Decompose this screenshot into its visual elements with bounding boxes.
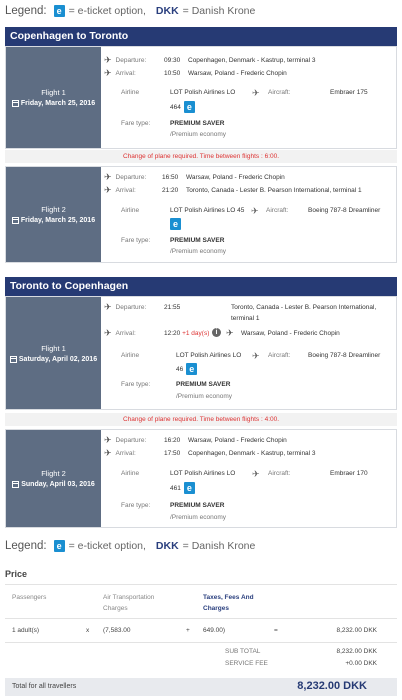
aircraft-label: Aircraft: bbox=[266, 207, 289, 214]
connection-plane-icon: ✈ bbox=[226, 328, 234, 338]
eticket-icon: e bbox=[54, 5, 65, 17]
departure-plane-icon: ✈ bbox=[104, 172, 112, 182]
eticket-icon: e bbox=[54, 540, 65, 552]
total-bar bbox=[5, 678, 397, 696]
aircraft-plane-icon: ✈ bbox=[252, 88, 260, 98]
legend-top bbox=[5, 5, 255, 17]
flight-label: Flight 1 bbox=[41, 88, 66, 97]
aircraft-plane-icon: ✈ bbox=[251, 206, 259, 216]
flight-summary-panel bbox=[6, 47, 101, 148]
service-fee-value: +0.00 DKK bbox=[345, 660, 377, 667]
calendar-icon bbox=[12, 481, 19, 488]
departure-terminal: terminal 1 bbox=[231, 315, 260, 322]
times-sign: x bbox=[86, 627, 90, 634]
col-air-2: Charges bbox=[103, 605, 128, 612]
arrival-plane-icon: ✈ bbox=[104, 328, 112, 338]
fare-type: PREMIUM SAVER bbox=[170, 502, 225, 509]
airline-name: LOT Polish Airlines LO bbox=[170, 89, 236, 96]
legend-title: Legend: bbox=[5, 540, 47, 552]
eticket-icon: e bbox=[184, 101, 195, 113]
fare-type: PREMIUM SAVER bbox=[176, 381, 231, 388]
taxes-value: 649.00) bbox=[203, 627, 226, 634]
subtotal-value: 8,232.00 DKK bbox=[336, 648, 377, 655]
flight-number: 461 bbox=[170, 484, 181, 492]
flight-label: Flight 2 bbox=[41, 469, 66, 478]
aircraft-label: Aircraft: bbox=[268, 470, 291, 477]
return-header: Toronto to Copenhagen bbox=[5, 277, 397, 296]
fare-label: Fare type: bbox=[121, 381, 151, 388]
aircraft-label: Aircraft: bbox=[268, 352, 291, 359]
aircraft-label: Aircraft: bbox=[268, 89, 291, 96]
airline-name: LOT Polish Airlines LO 45 bbox=[170, 207, 245, 214]
airline-label: Airline bbox=[121, 207, 140, 214]
col-passengers: Passengers bbox=[12, 594, 47, 601]
aircraft-name: Boeing 787-8 Dreamliner bbox=[308, 352, 381, 359]
air-charges: (7,583.00 bbox=[103, 627, 131, 634]
arrival-time: 12:20 bbox=[164, 330, 181, 337]
dkk-code: DKK bbox=[155, 540, 179, 552]
dkk-desc: = Danish Krone bbox=[182, 540, 256, 552]
eticket-desc: = e-ticket option, bbox=[68, 5, 146, 17]
eticket-desc: = e-ticket option, bbox=[68, 540, 146, 552]
col-taxes-1: Taxes, Fees And bbox=[203, 594, 254, 601]
airline-name: LOT Polish Airlines LO bbox=[170, 470, 236, 477]
eticket-icon: e bbox=[170, 218, 181, 230]
plus-sign: + bbox=[186, 627, 190, 634]
flight-date: Friday, March 25, 2016 bbox=[20, 217, 96, 224]
flight-label: Flight 1 bbox=[41, 343, 66, 353]
arrival-plane-icon: ✈ bbox=[104, 68, 112, 78]
departure-label: Departure: bbox=[115, 174, 147, 182]
legend-bottom bbox=[5, 540, 255, 552]
flight-date: Friday, March 25, 2016 bbox=[20, 100, 96, 107]
flight-label: Flight 2 bbox=[41, 205, 66, 214]
info-icon[interactable]: i bbox=[212, 328, 221, 337]
arrival-place: Toronto, Canada - Lester B. Pearson International, terminal 1 bbox=[186, 187, 362, 194]
eticket-icon: e bbox=[184, 482, 195, 494]
departure-plane-icon: ✈ bbox=[104, 55, 112, 65]
arrival-plane-icon: ✈ bbox=[104, 448, 112, 458]
arrival-label: Arrival: bbox=[115, 330, 136, 338]
departure-time: 09:30 bbox=[164, 57, 181, 64]
fare-label: Fare type: bbox=[121, 502, 151, 509]
row-total: 8,232.00 DKK bbox=[336, 627, 377, 634]
subtotal-label: SUB TOTAL bbox=[225, 648, 261, 655]
price-title: Price bbox=[5, 569, 28, 579]
service-fee-label: SERVICE FEE bbox=[225, 660, 268, 667]
flight-summary-panel bbox=[6, 430, 101, 527]
arrival-label: Arrival: bbox=[115, 70, 136, 78]
flight-summary-panel bbox=[6, 297, 101, 409]
outbound-header: Copenhagen to Toronto bbox=[5, 27, 397, 46]
departure-time: 21:55 bbox=[164, 304, 181, 311]
departure-place: Copenhagen, Denmark - Kastrup, terminal 3 bbox=[188, 57, 316, 64]
return-flight-1 bbox=[5, 296, 397, 410]
departure-plane-icon: ✈ bbox=[104, 435, 112, 445]
aircraft-name: Embraer 175 bbox=[330, 89, 368, 96]
change-notice: Change of plane required. Time between flights : 4:00. bbox=[5, 413, 397, 426]
departure-place: Warsaw, Poland - Frederic Chopin bbox=[188, 437, 287, 444]
cabin-class: /Premium economy bbox=[170, 514, 226, 521]
calendar-icon bbox=[12, 100, 19, 107]
aircraft-name: Boeing 787-8 Dreamliner bbox=[308, 207, 381, 214]
flight-number: 46 bbox=[176, 365, 184, 373]
arrival-label: Arrival: bbox=[115, 187, 136, 195]
arrival-place: Copenhagen, Denmark - Kastrup, terminal 3 bbox=[188, 450, 316, 457]
arrival-plane-icon: ✈ bbox=[104, 185, 112, 195]
cabin-class: /Premium economy bbox=[176, 393, 232, 400]
cabin-class: /Premium economy bbox=[170, 131, 226, 138]
calendar-icon bbox=[12, 217, 19, 224]
airline-label: Airline bbox=[121, 352, 140, 359]
col-taxes-2: Charges bbox=[203, 605, 230, 612]
dkk-code: DKK bbox=[155, 5, 179, 17]
fare-type: PREMIUM SAVER bbox=[170, 237, 225, 244]
flight-date: Sunday, April 03, 2016 bbox=[21, 481, 95, 488]
aircraft-plane-icon: ✈ bbox=[252, 469, 260, 479]
fare-type: PREMIUM SAVER bbox=[170, 120, 225, 127]
equals-sign: = bbox=[274, 627, 278, 634]
fare-label: Fare type: bbox=[121, 120, 151, 127]
flight-summary-panel bbox=[6, 167, 101, 262]
fare-label: Fare type: bbox=[121, 237, 151, 244]
divider bbox=[5, 584, 397, 585]
aircraft-name: Embraer 170 bbox=[330, 470, 368, 477]
eticket-icon: e bbox=[186, 363, 197, 375]
departure-label: Departure: bbox=[115, 437, 147, 445]
arrival-time: 17:50 bbox=[164, 450, 181, 457]
legend-title: Legend: bbox=[5, 5, 47, 17]
col-air-1: Air Transportation bbox=[103, 594, 155, 601]
departure-time: 16:20 bbox=[164, 437, 181, 444]
arrival-place: Warsaw, Poland - Frederic Chopin bbox=[188, 70, 287, 77]
change-notice: Change of plane required. Time between flights : 6:00. bbox=[5, 150, 397, 163]
departure-place: Toronto, Canada - Lester B. Pearson International, bbox=[231, 304, 377, 311]
total-label: Total for all travellers bbox=[12, 683, 77, 690]
aircraft-plane-icon: ✈ bbox=[252, 351, 260, 361]
flight-date: Saturday, April 02, 2016 bbox=[18, 355, 98, 363]
outbound-flight-2 bbox=[5, 166, 397, 263]
divider bbox=[5, 642, 397, 643]
arrival-label: Arrival: bbox=[115, 450, 136, 458]
departure-time: 16:50 bbox=[162, 174, 179, 181]
pax-count: 1 adult(s) bbox=[12, 627, 40, 634]
departure-place: Warsaw, Poland - Frederic Chopin bbox=[186, 174, 285, 181]
flight-number: 464 bbox=[170, 103, 181, 111]
return-flight-2 bbox=[5, 429, 397, 528]
cabin-class: /Premium economy bbox=[170, 248, 226, 255]
calendar-icon bbox=[10, 356, 17, 363]
arrival-time: 21:20 bbox=[162, 187, 179, 194]
arrival-plus-days: +1 day(s) bbox=[182, 330, 210, 337]
departure-label: Departure: bbox=[115, 304, 147, 312]
airline-label: Airline bbox=[121, 470, 140, 477]
airline-name: LOT Polish Airlines LO bbox=[176, 352, 242, 359]
arrival-time: 10:50 bbox=[164, 70, 181, 77]
outbound-flight-1 bbox=[5, 46, 397, 149]
airline-label: Airline bbox=[121, 89, 140, 96]
dkk-desc: = Danish Krone bbox=[182, 5, 256, 17]
total-value: 8,232.00 DKK bbox=[297, 680, 367, 692]
divider bbox=[5, 618, 397, 619]
departure-label: Departure: bbox=[115, 57, 147, 65]
departure-plane-icon: ✈ bbox=[104, 302, 112, 312]
arrival-place: Warsaw, Poland - Frederic Chopin bbox=[241, 330, 340, 337]
